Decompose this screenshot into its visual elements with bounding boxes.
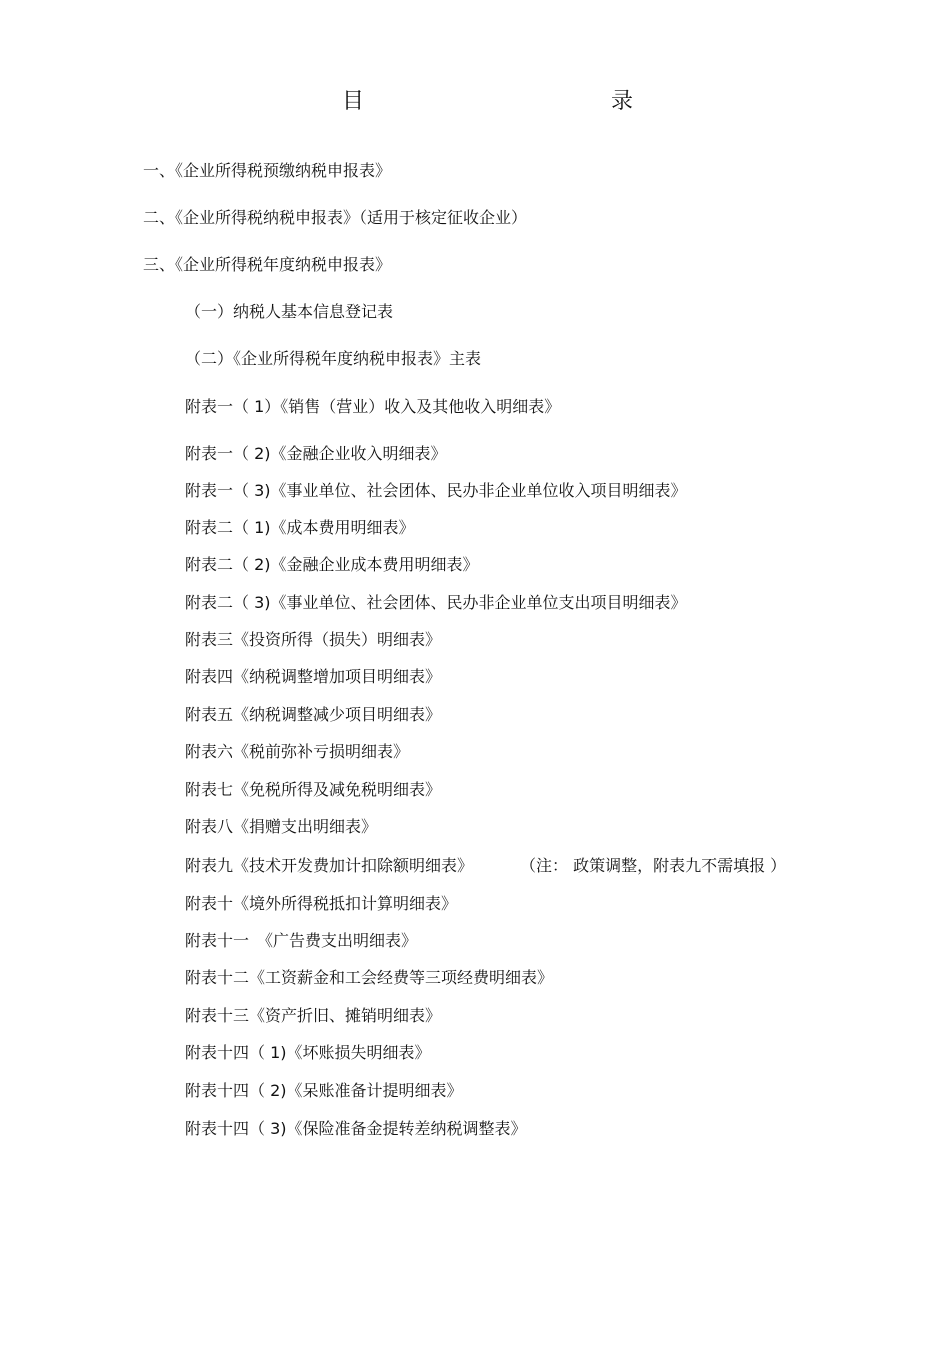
toc-appendix-7: 附表七《免税所得及减免税明细表》 xyxy=(185,780,442,799)
toc-appendix-4: 附表四《纳税调整增加项目明细表》 xyxy=(185,667,442,686)
toc-appendix-14-3: 附表十四（ 3)《保险准备金提转差纳税调整表》 xyxy=(185,1119,527,1138)
toc-appendix-14-2: 附表十四（ 2)《呆账准备计提明细表》 xyxy=(185,1081,463,1100)
toc-appendix-1-2: 附表一（ 2)《金融企业收入明细表》 xyxy=(185,444,447,463)
appendix-9-note: （注： 政策调整，附表九不需填报 ） xyxy=(520,856,787,875)
toc-appendix-11: 附表十一 《广告费支出明细表》 xyxy=(185,931,418,950)
toc-appendix-12: 附表十二《工资薪金和工会经费等三项经费明细表》 xyxy=(185,968,554,987)
toc-subitem-1: （一）纳税人基本信息登记表 xyxy=(185,302,394,321)
toc-appendix-5: 附表五《纳税调整减少项目明细表》 xyxy=(185,705,442,724)
toc-item-1: 一、《企业所得税预缴纳税申报表》 xyxy=(143,161,392,180)
toc-subitem-2: （二）《企业所得税年度纳税申报表》主表 xyxy=(185,349,482,368)
toc-appendix-14-1: 附表十四（ 1)《坏账损失明细表》 xyxy=(185,1043,431,1062)
title-char-mu: 目 xyxy=(342,89,365,114)
toc-item-2: 二、《企业所得税纳税申报表》（适用于核定征收企业） xyxy=(143,208,528,227)
toc-appendix-2-1: 附表二（ 1)《成本费用明细表》 xyxy=(185,518,415,537)
toc-appendix-13: 附表十三《资产折旧、摊销明细表》 xyxy=(185,1006,442,1025)
toc-appendix-1-1: 附表一（ 1）《销售（营业）收入及其他收入明细表》 xyxy=(185,397,561,416)
toc-appendix-2-2: 附表二（ 2)《金融企业成本费用明细表》 xyxy=(185,555,479,574)
toc-appendix-3: 附表三《投资所得（损失）明细表》 xyxy=(185,630,442,649)
toc-appendix-10: 附表十《境外所得税抵扣计算明细表》 xyxy=(185,894,458,913)
toc-appendix-8: 附表八《捐赠支出明细表》 xyxy=(185,817,378,836)
toc-appendix-1-3: 附表一（ 3)《事业单位、社会团体、民办非企业单位收入项目明细表》 xyxy=(185,481,687,500)
toc-appendix-2-3: 附表二（ 3)《事业单位、社会团体、民办非企业单位支出项目明细表》 xyxy=(185,593,687,612)
title-char-lu: 录 xyxy=(611,89,634,114)
toc-appendix-6: 附表六《税前弥补亏损明细表》 xyxy=(185,742,410,761)
toc-appendix-9: 附表九《技术开发费加计扣除额明细表》 xyxy=(185,856,474,875)
toc-item-3: 三、《企业所得税年度纳税申报表》 xyxy=(143,255,392,274)
